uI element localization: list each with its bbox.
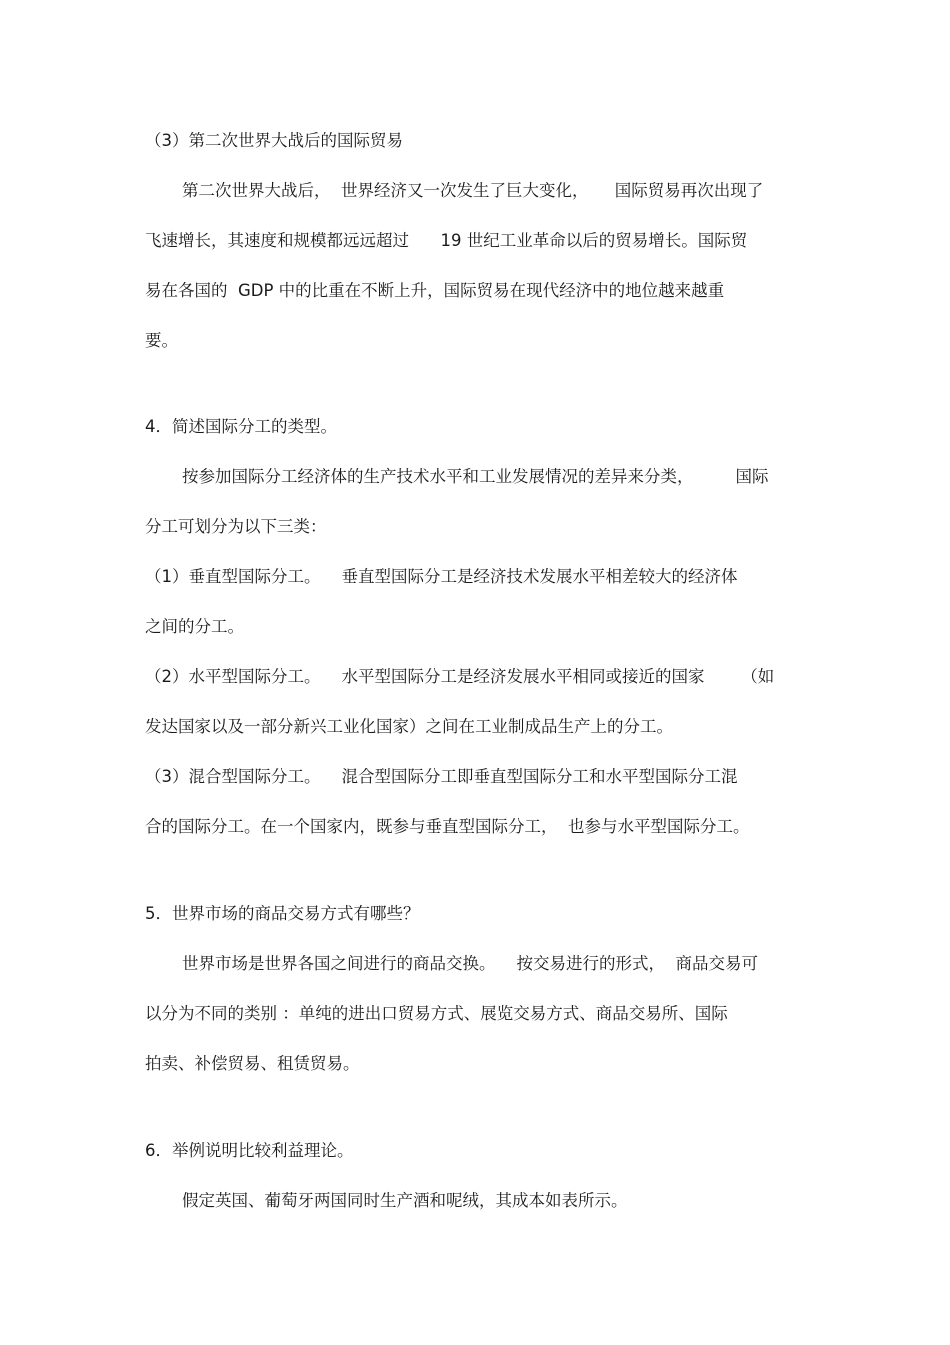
- paragraph-line: 拍卖、补偿贸易、租赁贸易。: [145, 1054, 360, 1073]
- paragraph-line: 第二次世界大战后， 世界经济又一次发生了巨大变化， 国际贸易再次出现了: [182, 181, 764, 200]
- paragraph-line: 世界市场是世界各国之间进行的商品交换。 按交易进行的形式， 商品交易可: [182, 954, 758, 973]
- list-item-continuation: 合的国际分工。在一个国家内，既参与垂直型国际分工， 也参与水平型国际分工。: [145, 817, 750, 836]
- paragraph-line: 按参加国际分工经济体的生产技术水平和工业发展情况的差异来分类， 国际: [182, 467, 769, 486]
- list-item: （2）水平型国际分工。 水平型国际分工是经济发展水平相同或接近的国家 （如: [145, 667, 775, 686]
- paragraph-line: 易在各国的 GDP 中的比重在不断上升，国际贸易在现代经济中的地位越来越重: [145, 281, 725, 300]
- paragraph-line: 飞速增长，其速度和规模都远远超过 19 世纪工业革命以后的贸易增长。国际贸: [145, 231, 748, 250]
- list-item: （1）垂直型国际分工。 垂直型国际分工是经济技术发展水平相差较大的经济体: [145, 567, 738, 586]
- question-heading: 5．世界市场的商品交易方式有哪些？: [145, 904, 420, 923]
- paragraph-line: 以分为不同的类别 ：单纯的进出口贸易方式、展览交易方式、商品交易所、国际: [145, 1004, 728, 1023]
- paragraph-line: 分工可划分为以下三类：: [145, 517, 327, 536]
- list-item-continuation: 发达国家以及一部分新兴工业化国家）之间在工业制成品生产上的分工。: [145, 717, 673, 736]
- paragraph-line: 要。: [145, 331, 178, 350]
- question-heading: 6．举例说明比较利益理论。: [145, 1141, 354, 1160]
- list-item-continuation: 之间的分工。: [145, 617, 244, 636]
- paragraph-line: 假定英国、葡萄牙两国同时生产酒和呢绒，其成本如表所示。: [182, 1191, 628, 1210]
- list-item: （3）混合型国际分工。 混合型国际分工即垂直型国际分工和水平型国际分工混: [145, 767, 738, 786]
- section-heading: （3）第二次世界大战后的国际贸易: [145, 131, 403, 150]
- question-heading: 4．简述国际分工的类型。: [145, 417, 337, 436]
